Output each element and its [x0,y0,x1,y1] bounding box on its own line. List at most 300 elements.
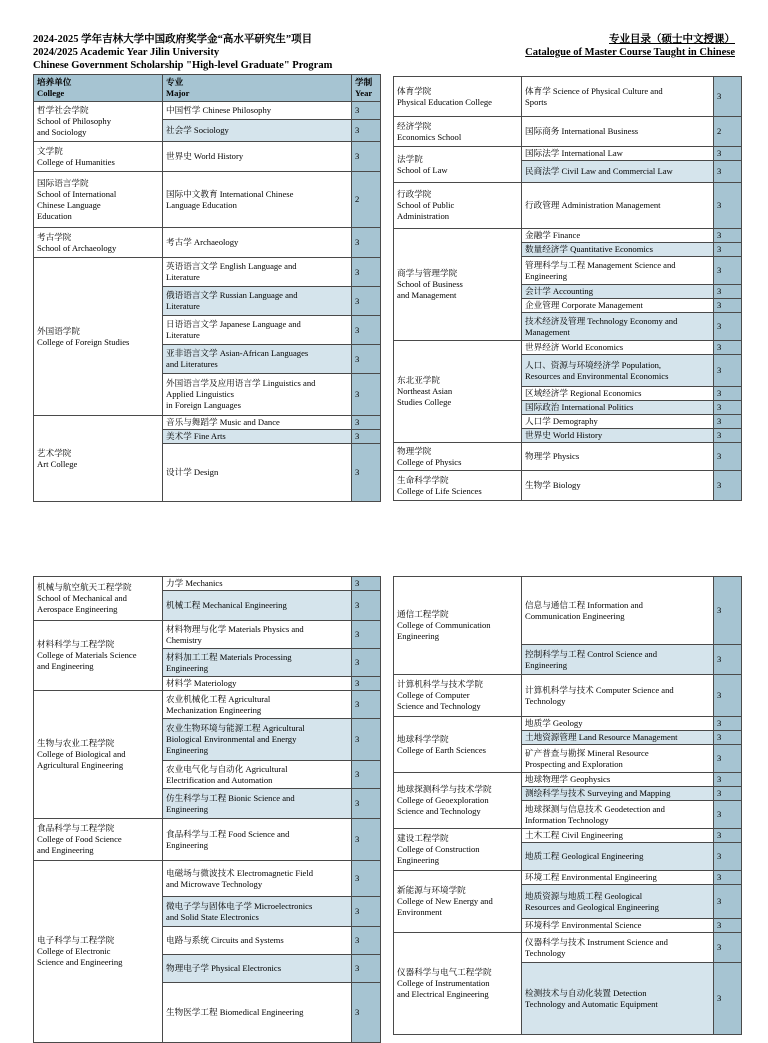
table-row [34,142,381,172]
year-cell: 3 [714,731,742,745]
college-name-line: 生物与农业工程学院 [37,738,115,748]
major-cell [522,299,714,313]
college-name-line: 文学院 [37,145,63,156]
year-cell: 3 [714,787,742,801]
major-name-line: Literature [166,272,200,282]
major-name-line: 社会学 Sociology [166,125,229,135]
year-cell: 3 [352,444,381,502]
college-name-line: Science and Engineering [37,957,123,967]
college-name-line: 机械与航空航天工程学院 [37,582,132,592]
college-cell [394,675,522,717]
college-cell [394,341,522,443]
table-row [394,717,742,731]
major-name-line: 材料加工工程 Materials Processing [166,651,292,662]
table-row [394,829,742,843]
major-cell [522,675,714,717]
major-name-line: Engineering [166,839,208,850]
college-cell [394,829,522,871]
major-name-line: 民商法学 Civil Law and Commercial Law [525,166,673,176]
year-cell: 3 [714,387,742,401]
year-cell: 3 [352,228,381,258]
table-row [394,117,742,147]
college-column-header [34,75,163,102]
year-cell: 3 [714,285,742,299]
major-cell [522,161,714,183]
major-cell [522,257,714,285]
major-name-line: Management [525,326,570,337]
major-cell [163,444,352,502]
major-name-line: 农业生物环境与能源工程 Agricultural [166,723,305,733]
major-name-line: 力学 Mechanics [166,578,223,588]
year-cell: 3 [714,675,742,717]
major-cell [163,316,352,345]
major-name-line: Mechanization Engineering [166,704,262,715]
table-row [34,621,381,649]
college-column-header-line: 培养单位 [37,77,72,87]
year-column-header [352,75,381,102]
college-name-line: Chinese Language [37,199,101,210]
major-cell [522,745,714,773]
year-cell: 3 [352,345,381,374]
year-cell: 3 [714,183,742,229]
year-cell: 3 [352,102,381,120]
college-cell [394,577,522,675]
major-cell [522,147,714,161]
year-cell: 3 [352,955,381,983]
year-cell: 3 [714,401,742,415]
major-column-header-line: Major [166,88,190,98]
college-cell [34,102,163,142]
catalogue-title-en: Catalogue of Master Course Taught in Chinese [525,47,735,58]
college-name-line: College of Foreign Studies [37,336,130,347]
major-name-line: 音乐与舞蹈学 Music and Dance [166,417,280,427]
major-cell [163,172,352,228]
college-name-line: School of Law [397,164,448,175]
college-name-line: Studies College [397,397,452,407]
major-cell [163,927,352,955]
college-cell [34,228,163,258]
major-name-line: Technology [525,947,566,958]
catalogue-table-bottom-left [33,576,381,1043]
major-name-line: 日语语言文学 Japanese Language and [166,319,301,329]
catalogue-table-top-left [33,74,381,502]
year-cell: 3 [352,374,381,416]
year-cell: 3 [352,142,381,172]
major-cell [163,691,352,719]
table-row [34,172,381,228]
major-name-line: 地质工程 Geological Engineering [525,851,644,861]
major-name-line: 行政管理 Administration Management [525,200,661,210]
major-name-line: Electrification and Automation [166,774,273,785]
college-name-line: College of Electronic [37,946,111,956]
major-name-line: 检测技术与自动化装置 Detection [525,987,647,998]
major-cell [163,345,352,374]
major-name-line: 世界史 World History [525,430,603,440]
major-name-line: 微电子学与固体电子学 Microelectronics [166,900,313,911]
major-cell [163,955,352,983]
college-cell [394,117,522,147]
college-name-line: 地球科学学院 [397,733,449,744]
major-name-line: Prospecting and Exploration [525,758,623,769]
year-cell: 3 [714,933,742,963]
college-cell [394,933,522,1035]
table-header-row [34,75,381,102]
major-name-line: 国际中文教育 International Chinese [166,188,294,199]
major-cell [522,443,714,471]
major-cell [163,819,352,861]
major-name-line: Resources and Geological Engineering [525,901,659,912]
college-name-line: School of Mechanical and [37,593,127,603]
major-name-line: 材料物理与化学 Materials Physics and [166,623,304,634]
year-cell: 3 [714,829,742,843]
college-name-line: School of Business [397,279,463,289]
major-name-line: 地质学 Geology [525,718,583,728]
major-cell [522,801,714,829]
major-name-line: Engineering [166,745,208,755]
major-name-line: 人口学 Demography [525,416,598,426]
college-cell [394,147,522,183]
college-name-line: School of International [37,188,117,199]
table-row [34,416,381,430]
college-name-line: 外国语学院 [37,325,80,336]
major-cell [522,731,714,745]
major-cell [163,430,352,444]
major-name-line: 机械工程 Mechanical Engineering [166,600,287,610]
major-name-line: 土地资源管理 Land Resource Management [525,732,678,742]
college-name-line: Science and Technology [397,701,481,711]
college-name-line: 体育学院 [397,85,432,96]
college-name-line: 建设工程学院 [397,833,449,843]
major-name-line: Literature [166,301,200,311]
year-cell: 3 [352,287,381,316]
year-cell: 3 [352,719,381,761]
college-name-line: 通信工程学院 [397,609,449,619]
major-name-line: 农业机械化工程 Agricultural [166,693,271,704]
year-column-header-line: 学制 [355,77,373,87]
year-cell: 3 [352,819,381,861]
college-name-line: College of Construction [397,844,480,854]
major-name-line: Technology and Automatic Equipment [525,998,658,1009]
major-cell [522,77,714,117]
year-cell: 3 [714,355,742,387]
major-name-line: 会计学 Accounting [525,286,594,296]
college-cell [34,142,163,172]
college-name-line: 经济学院 [397,120,432,131]
table-row [394,443,742,471]
major-cell [163,761,352,789]
major-name-line: Applied Linguistics [166,389,235,399]
major-name-line: and Literatures [166,359,218,369]
major-cell [522,885,714,919]
major-cell [522,787,714,801]
major-name-line: 俄语语言文学 Russian Language and [166,290,298,300]
year-cell: 3 [714,471,742,501]
college-name-line: College of Computer [397,690,470,700]
college-name-line: Agricultural Engineering [37,760,124,770]
major-name-line: 亚非语言文学 Asian-African Languages [166,348,309,358]
year-cell: 3 [352,621,381,649]
year-cell: 3 [714,885,742,919]
major-name-line: 仪器科学与技术 Instrument Science and [525,936,668,947]
year-cell: 3 [714,415,742,429]
major-cell [522,871,714,885]
year-cell: 3 [714,313,742,341]
year-cell: 3 [352,983,381,1043]
year-cell: 3 [714,147,742,161]
major-name-line: 食品科学与工程 Food Science and [166,828,290,839]
major-name-line: 生物学 Biology [525,480,581,490]
major-name-line: in Foreign Languages [166,400,241,410]
major-name-line: 环境工程 Environmental Engineering [525,872,657,882]
college-name-line: 东北亚学院 [397,375,440,385]
major-name-line: 中国哲学 Chinese Philosophy [166,105,272,115]
year-cell: 3 [714,717,742,731]
college-name-line: 地球探测科学与技术学院 [397,784,492,794]
table-row [34,819,381,861]
college-name-line: College of Geoexploration [397,795,489,805]
major-name-line: 土木工程 Civil Engineering [525,830,623,840]
table-row [394,183,742,229]
year-cell: 3 [714,773,742,787]
major-column-header-line: 专业 [166,77,184,87]
college-cell [34,621,163,691]
major-cell [163,374,352,416]
college-name-line: College of Earth Sciences [397,744,487,755]
college-cell [34,258,163,416]
table-row [394,933,742,963]
major-cell [522,229,714,243]
college-name-line: College of Physics [397,456,462,467]
major-cell [522,401,714,415]
year-cell: 3 [714,843,742,871]
year-cell: 3 [352,577,381,591]
major-cell [163,287,352,316]
college-name-line: Northeast Asian [397,386,453,396]
major-cell [163,102,352,120]
college-name-line: 仪器科学与电气工程学院 [397,967,492,977]
college-cell [394,773,522,829]
college-name-line: School of Public [397,200,455,210]
major-cell [522,843,714,871]
college-name-line: and Sociology [37,127,87,137]
year-cell: 3 [352,120,381,142]
table-row [34,691,381,719]
major-name-line: 信息与通信工程 Information and [525,599,643,610]
college-name-line: 考古学院 [37,231,72,242]
major-name-line: 国际商务 International Business [525,126,639,136]
college-name-line: 计算机科学与技术学院 [397,679,483,689]
year-cell: 3 [714,871,742,885]
major-name-line: 考古学 Archaeology [166,237,239,247]
major-cell [163,789,352,819]
college-cell [34,691,163,819]
college-name-line: Art College [37,458,78,469]
major-name-line: Biological Environmental and Energy [166,734,297,744]
college-name-line: Administration [397,211,450,221]
catalogue-table-top-right [393,76,742,501]
major-name-line: 电路与系统 Circuits and Systems [166,935,284,945]
college-name-line: School of Philosophy [37,116,112,126]
year-cell: 3 [352,897,381,927]
table-row [34,228,381,258]
major-name-line: 物理电子学 Physical Electronics [166,963,282,973]
major-name-line: 设计学 Design [166,467,219,477]
major-name-line: 管理科学与工程 Management Science and [525,259,676,270]
year-cell: 3 [714,161,742,183]
year-cell: 3 [352,927,381,955]
major-name-line: and Microwave Technology [166,878,263,889]
major-cell [163,677,352,691]
major-name-line: 数量经济学 Quantitative Economics [525,244,653,254]
college-cell [394,183,522,229]
major-cell [522,313,714,341]
college-name-line: Science and Technology [397,806,481,816]
table-row [394,675,742,717]
college-name-line: School of Archaeology [37,242,117,253]
major-name-line: 地质资源与地质工程 Geological [525,890,643,901]
college-cell [394,443,522,471]
major-name-line: 外国语言学及应用语言学 Linguistics and [166,378,316,388]
college-name-line: 哲学社会学院 [37,105,89,115]
major-name-line: 计算机科学与技术 Computer Science and [525,684,674,695]
major-name-line: 技术经济及管理 Technology Economy and [525,315,678,326]
college-cell [394,77,522,117]
year-cell: 3 [714,77,742,117]
major-name-line: Engineering [525,659,567,670]
college-name-line: College of Life Sciences [397,485,482,496]
college-name-line: Engineering [397,855,439,865]
year-cell: 3 [714,299,742,313]
year-cell: 3 [714,429,742,443]
major-name-line: 地球物理学 Geophysics [525,774,611,784]
major-name-line: Resources and Environmental Economics [525,370,669,381]
year-cell: 3 [352,677,381,691]
year-cell: 3 [714,577,742,645]
college-name-line: Engineering [397,631,439,641]
college-name-line: and Management [397,290,457,300]
year-cell: 3 [714,645,742,675]
major-name-line: Information Technology [525,814,609,825]
major-cell [163,577,352,591]
table-row [394,577,742,645]
year-cell: 3 [714,801,742,829]
college-name-line: College of Communication [397,620,491,630]
year-cell: 3 [714,243,742,257]
year-cell: 3 [352,691,381,719]
major-name-line: 人口、资源与环境经济学 Population, [525,359,662,370]
college-name-line: 国际语言学院 [37,177,89,188]
year-cell: 3 [714,443,742,471]
major-name-line: 国际政治 International Politics [525,402,634,412]
college-name-line: College of Materials Science [37,650,137,660]
major-cell [163,258,352,287]
college-cell [34,416,163,502]
catalogue-title-cn: 专业目录（硕士中文授课） [609,34,735,45]
major-name-line: Communication Engineering [525,610,625,621]
major-cell [522,717,714,731]
table-row [34,577,381,591]
major-name-line: 物理学 Physics [525,451,580,461]
major-cell [522,645,714,675]
college-cell [394,229,522,341]
major-name-line: 体育学 Science of Physical Culture and [525,85,663,96]
college-cell [34,577,163,621]
college-name-line: College of Food Science [37,834,122,844]
title-line-en-2: Chinese Government Scholarship "High-level Graduate" Program [33,60,333,71]
college-name-line: and Electrical Engineering [397,989,489,999]
year-cell: 3 [714,257,742,285]
college-name-line: 艺术学院 [37,447,72,458]
college-cell [394,471,522,501]
table-row [394,773,742,787]
major-name-line: 金融学 Finance [525,230,581,240]
table-row [394,341,742,355]
major-name-line: Engineering [166,803,208,814]
major-name-line: 生物医学工程 Biomedical Engineering [166,1007,304,1017]
major-name-line: 仿生科学与工程 Bionic Science and [166,792,295,803]
major-column-header [163,75,352,102]
college-name-line: 物理学院 [397,445,432,456]
major-cell [522,415,714,429]
college-name-line: 新能源与环境学院 [397,885,466,895]
table-row [34,861,381,897]
title-line-en-1: 2024/2025 Academic Year Jilin University [33,47,220,58]
college-name-line: College of Biological and [37,749,126,759]
college-cell [394,717,522,773]
major-cell [522,773,714,787]
college-name-line: 法学院 [397,153,423,164]
major-name-line: Sports [525,96,547,107]
major-cell [522,285,714,299]
major-name-line: 环境科学 Environmental Science [525,920,642,930]
major-name-line: 测绘科学与技术 Surveying and Mapping [525,788,671,798]
major-name-line: Chemistry [166,634,202,645]
college-name-line: Education [37,210,72,221]
major-cell [522,243,714,257]
year-cell: 3 [352,761,381,789]
college-cell [34,819,163,861]
year-cell: 3 [352,416,381,430]
catalogue-title-block [525,33,735,59]
major-name-line: 农业电气化与自动化 Agricultural [166,763,288,774]
major-cell [163,983,352,1043]
table-row [394,471,742,501]
major-cell [522,919,714,933]
major-cell [163,591,352,621]
major-name-line: 世界经济 World Economics [525,342,624,352]
year-cell: 3 [714,341,742,355]
major-name-line: 控制科学与工程 Control Science and [525,648,657,659]
year-cell: 3 [352,430,381,444]
college-cell [34,172,163,228]
document-title-block [33,33,332,72]
major-cell [522,387,714,401]
major-name-line: 区域经济学 Regional Economics [525,388,642,398]
major-cell [163,120,352,142]
year-cell: 3 [352,861,381,897]
major-name-line: Engineering [166,662,208,673]
table-row [34,102,381,120]
major-name-line: 材料学 Materiology [166,678,237,688]
year-cell: 3 [352,258,381,287]
college-name-line: College of Instrumentation [397,978,490,988]
college-name-line: 行政学院 [397,189,432,199]
year-cell: 3 [352,789,381,819]
major-cell [522,183,714,229]
year-cell: 3 [352,316,381,345]
table-row [394,147,742,161]
major-name-line: Technology [525,695,566,706]
